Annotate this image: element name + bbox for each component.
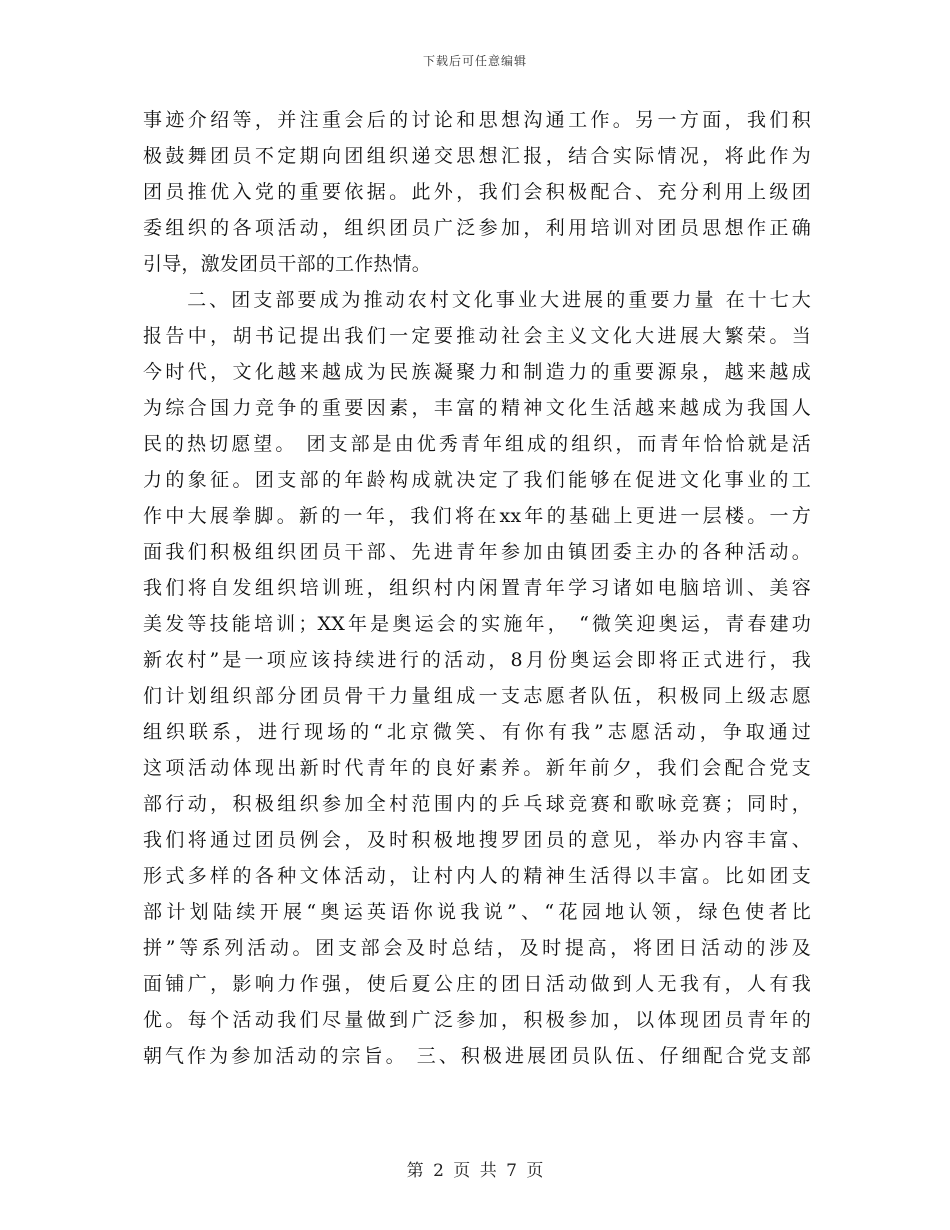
text-line: 二、团支部要成为推动农村文化事业大进展的重要力量 在十七大	[143, 289, 811, 311]
text-line: 优。每个活动我们尽量做到广泛参加，积极参加，以体现团员青年的	[143, 1009, 811, 1031]
text-line: 我们将通过团员例会，及时积极地搜罗团员的意见，举办内容丰富、	[143, 829, 811, 851]
text-line: 今时代，文化越来越成为民族凝聚力和制造力的重要源泉，越来越成	[143, 361, 811, 383]
text-line: 拼”等系列活动。团支部会及时总结，及时提高，将团日活动的涉及	[143, 937, 811, 959]
text-line: 组织联系，进行现场的“北京微笑、有你有我”志愿活动，争取通过	[143, 721, 811, 743]
text-line: 部计划陆续开展“奥运英语你说我说”、“花园地认领，绿色使者比	[143, 901, 811, 923]
text-line: 这项活动体现出新时代青年的良好素养。新年前夕，我们会配合党支	[143, 757, 811, 779]
text-line: 团员推优入党的重要依据。此外，我们会积极配合、充分利用上级团	[143, 181, 811, 203]
text-line: 面铺广，影响力作强，使后夏公庄的团日活动做到人无我有，人有我	[143, 973, 811, 995]
text-line: 我们将自发组织培训班，组织村内闲置青年学习诸如电脑培训、美容	[143, 577, 811, 599]
text-line: 美发等技能培训；XX年是奥运会的实施年， “微笑迎奥运，青春建功	[143, 613, 811, 635]
text-line: 委组织的各项活动，组织团员广泛参加，利用培训对团员思想作正确	[143, 217, 811, 239]
text-line: 作中大展拳脚。新的一年，我们将在xx年的基础上更进一层楼。一方	[143, 505, 811, 527]
text-line: 报告中，胡书记提出我们一定要推动社会主义文化大进展大繁荣。当	[143, 325, 811, 347]
text-line: 们计划组织部分团员骨干力量组成一支志愿者队伍，积极同上级志愿	[143, 685, 811, 707]
document-body	[143, 102, 811, 1074]
page-header: 下载后可任意编辑	[422, 54, 527, 68]
text-line: 面我们积极组织团员干部、先进青年参加由镇团委主办的各种活动。	[143, 541, 811, 563]
text-line: 民的热切愿望。 团支部是由优秀青年组成的组织，而青年恰恰就是活	[143, 433, 811, 455]
text-line: 事迹介绍等，并注重会后的讨论和思想沟通工作。另一方面，我们积	[143, 109, 811, 131]
text-line: 形式多样的各种文体活动，让村内人的精神生活得以丰富。比如团支	[143, 865, 811, 887]
text-line: 朝气作为参加活动的宗旨。 三、积极进展团员队伍、仔细配合党支部	[143, 1045, 811, 1067]
text-line: 新农村”是一项应该持续进行的活动，8月份奥运会即将正式进行，我	[143, 649, 811, 671]
text-line: 引导，激发团员干部的工作热情。	[143, 253, 432, 275]
text-line: 力的象征。团支部的年龄构成就决定了我们能够在促进文化事业的工	[143, 469, 811, 491]
text-line: 为综合国力竞争的重要因素，丰富的精神文化生活越来越成为我国人	[143, 397, 811, 419]
text-line: 极鼓舞团员不定期向团组织递交思想汇报，结合实际情况，将此作为	[143, 145, 811, 167]
text-line: 部行动，积极组织参加全村范围内的乒乓球竞赛和歌咏竞赛；同时，	[143, 793, 811, 815]
page-number: 第 2 页 共 7 页	[406, 1161, 544, 1181]
